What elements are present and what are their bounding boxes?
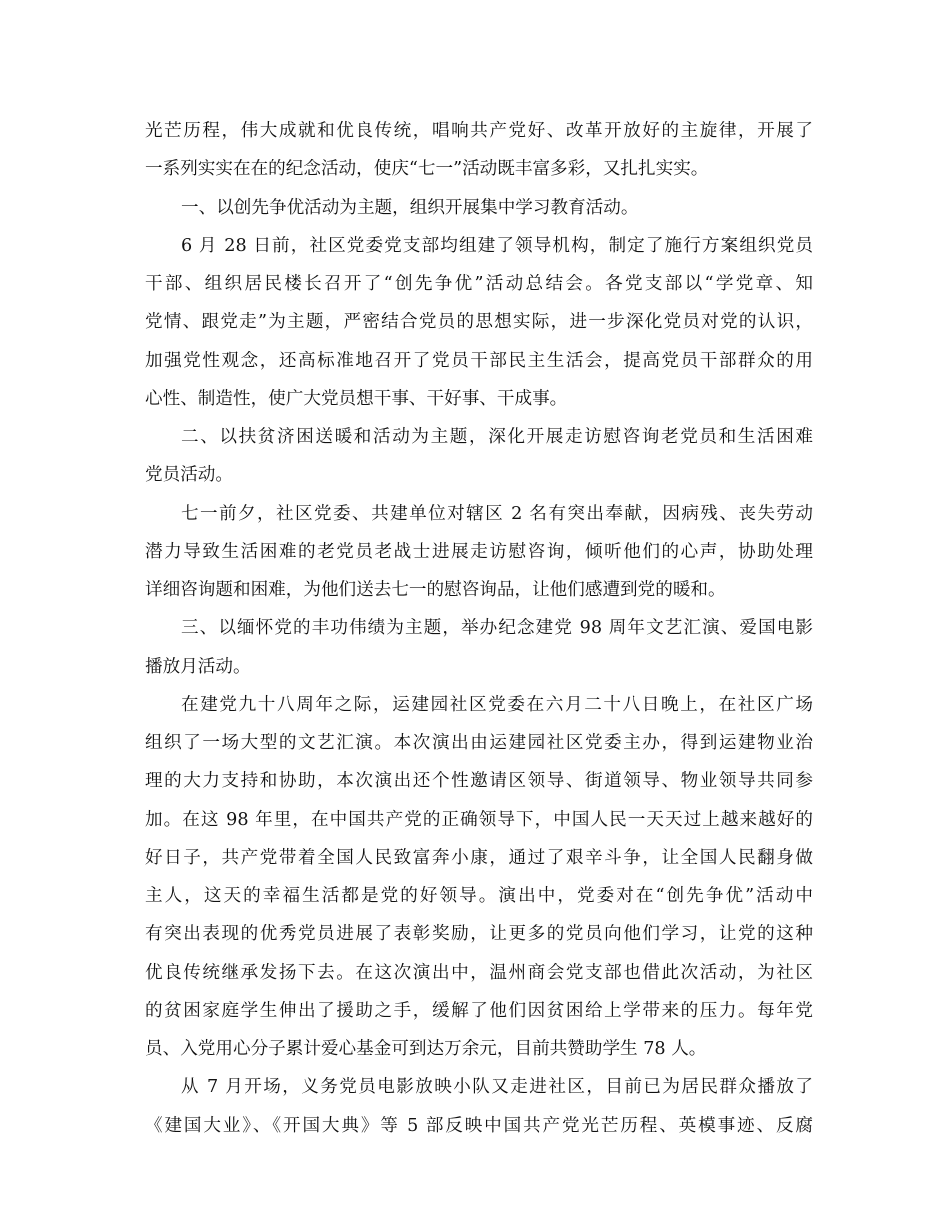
body-line: 一系列实实在在的纪念活动，使庆“七一”活动既丰富多彩，又扎扎实实。 xyxy=(145,159,709,180)
body-line: 详细咨询题和困难，为他们送去七一的慰咨询品，让他们感遭到党的暖和。 xyxy=(145,580,726,600)
body-line: 党情、跟党走”为主题，严密结合党员的思想实际，进一步深化党员对党的认识， xyxy=(145,312,813,333)
body-line: 在建党九十八周年之际，运建园社区党委在六月二十八日晚上，在社区广场 xyxy=(181,694,813,715)
body-line: 从 7 月开场，义务党员电影放映小队又走进社区，目前已为居民群众播放了 xyxy=(181,1077,813,1098)
body-line: 光芒历程，伟大成就和优良传统，唱响共产党好、改革开放好的主旋律，开展了 xyxy=(145,121,813,141)
body-line: 好日子，共产党带着全国人民致富奔小康，通过了艰辛斗争，让全国人民翻身做 xyxy=(145,847,813,868)
body-line: 优良传统继承发扬下去。在这次演出中，温州商会党支部也借此次活动，为社区 xyxy=(145,962,813,983)
body-line: 干部、组织居民楼长召开了“创先争优”活动总结会。各党支部以“学党章、知 xyxy=(145,274,813,294)
body-line: 主人，这天的幸福生活都是党的好领导。演出中，党委对在“创先争优”活动中 xyxy=(145,886,813,906)
body-line: 组织了一场大型的文艺汇演。本次演出由运建园社区党委主办，得到运建物业治 xyxy=(145,733,813,753)
body-line: 加强党性观念，还高标准地召开了党员干部民主生活会，提高党员干部群众的用 xyxy=(145,350,813,371)
section-heading: 二、以扶贫济困送暖和活动为主题，深化开展走访慰咨询老党员和生活困难 xyxy=(181,427,813,447)
section-heading: 播放月活动。 xyxy=(145,656,251,677)
section-heading: 一、以创先争优活动为主题，组织开展集中学习教育活动。 xyxy=(181,197,639,218)
section-heading: 党员活动。 xyxy=(145,465,233,486)
body-line: 员、入党用心分子累计爱心基金可到达万余元，目前共赞助学生 78 人。 xyxy=(145,1039,707,1059)
body-line: 潜力导致生活困难的老党员老战士进展走访慰咨询，倾听他们的心声，协助处理 xyxy=(145,541,813,562)
body-line: 心性、制造性，使广大党员想干事、干好事、干成事。 xyxy=(145,388,568,409)
section-heading: 三、以缅怀党的丰功伟绩为主题，举办纪念建党 98 周年文艺汇演、爱国电影 xyxy=(181,618,813,639)
body-line: 6 月 28 日前，社区党委党支部均组建了领导机构，制定了施行方案组织党员 xyxy=(181,235,813,256)
body-line: 的贫困家庭学生伸出了援助之手，缓解了他们因贫困给上学带来的压力。每年党 xyxy=(145,1000,813,1021)
body-line: 七一前夕，社区党委、共建单位对辖区 2 名有突出奉献，因病残、丧失劳动 xyxy=(181,503,813,524)
body-line: 有突出表现的优秀党员进展了表彰奖励，让更多的党员向他们学习，让党的这种 xyxy=(145,924,813,945)
body-line: 加。在这 98 年里，在中国共产党的正确领导下，中国人民一天天过上越来越好的 xyxy=(145,809,813,830)
document-body xyxy=(145,112,813,1145)
body-line: 理的大力支持和协助，本次演出还个性邀请区领导、街道领导、物业领导共同参 xyxy=(145,771,813,792)
body-line: 《建国大业》、《开国大典》等 5 部反映中国共产党光芒历程、英模事迹、反腐 xyxy=(145,1115,813,1136)
